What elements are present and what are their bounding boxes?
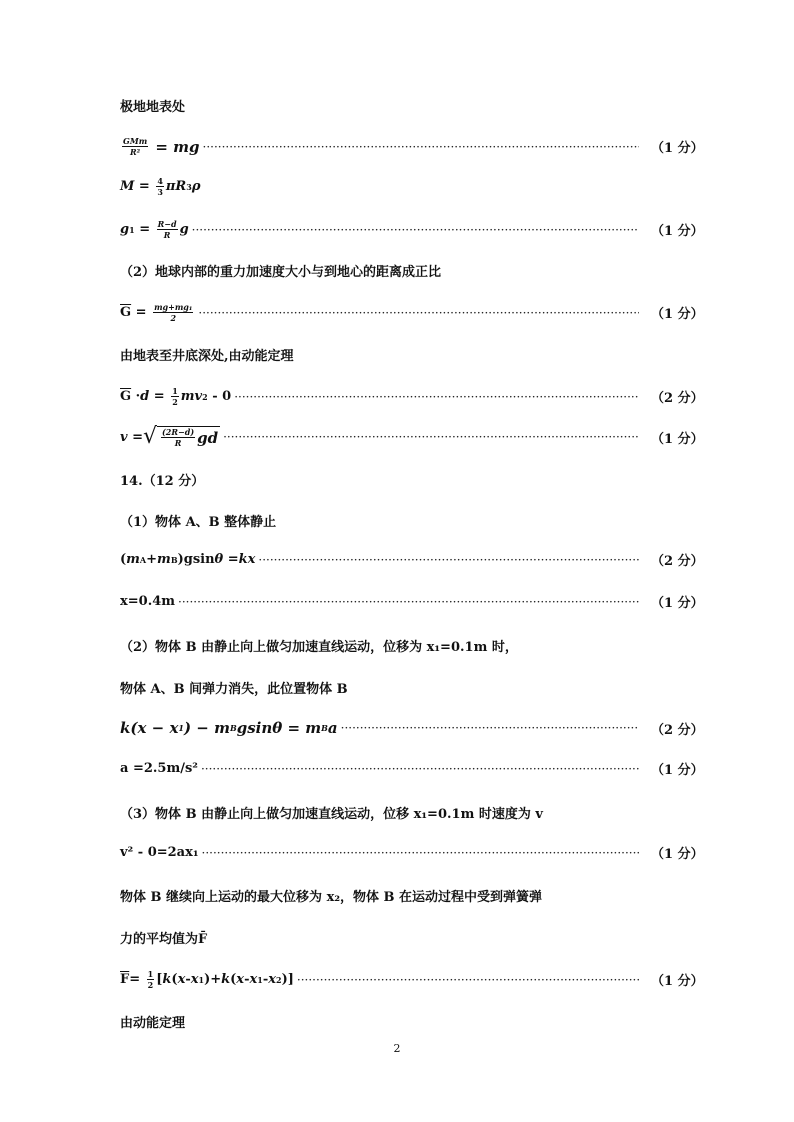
score-label: （1 分） xyxy=(651,141,704,156)
leader-dots xyxy=(341,721,639,735)
question-14-header: 14.（12 分） xyxy=(120,474,205,489)
eq-average-force: $\overline{F}$ = $\frac{1}{2}$ [ k ( x - x 1 )+ k ( x - x 1 - x 2 )] ····· （1 分） xyxy=(120,969,639,990)
eq-g1: g 1 = $\frac{R-d}{R}$ g ····· （1 分） xyxy=(120,219,639,240)
score-label: （2 分） xyxy=(651,722,704,738)
score-label: （1 分） xyxy=(651,847,704,862)
text-part-1-statement: （1）物体 A、B 整体静止 xyxy=(120,515,277,530)
eq-acceleration xyxy=(120,761,704,778)
score-label: （1 分） xyxy=(651,224,704,239)
text-max-displacement: 物体 B 继续向上运动的最大位移为 x₂，物体 B 在运动过程中受到弹簧弹 xyxy=(120,890,543,905)
leader-dots xyxy=(297,973,639,987)
score-label: （2 分） xyxy=(651,391,704,406)
text-kinetic-energy-theorem-2: 由动能定理 xyxy=(120,1016,186,1031)
text-part-2-statement: （2）地球内部的重力加速度大小与到地心的距离成正比 xyxy=(120,265,442,280)
leader-dots xyxy=(178,595,639,609)
leader-dots xyxy=(192,223,639,237)
eq-gravity-surface xyxy=(120,136,704,157)
leader-dots xyxy=(201,762,639,776)
score-label: （1 分） xyxy=(651,307,704,322)
eq-newton-second-law: k(x − x 1 ) − m B gsinθ = m B a ····· （2 分） xyxy=(120,719,639,737)
score-label: （1 分） xyxy=(651,596,704,611)
result-v-squared: v² - 0=2ax₁ xyxy=(120,845,199,860)
eq-x-value xyxy=(120,594,704,611)
text-kinetic-energy-theorem: 由地表至井底深处,由动能定理 xyxy=(120,349,294,364)
result-a: a =2.5m/s² xyxy=(120,761,198,776)
leader-dots xyxy=(234,390,639,404)
leader-dots xyxy=(258,553,639,567)
score-label: （2 分） xyxy=(651,554,704,569)
page-number: 2 xyxy=(393,1042,401,1055)
result-x: x=0.4m xyxy=(120,594,176,609)
eq-mass-density: M = $\frac{4}{3}$ πR 3 ρ xyxy=(120,176,201,197)
text-normal-force-vanishes: 物体 A、B 间弹力消失，此位置物体 B xyxy=(120,682,348,697)
score-label: （1 分） xyxy=(651,431,704,447)
eq-velocity: v = √ $\frac{(2R-d)}{R}$ gd ····· （1 分） xyxy=(120,426,639,448)
score-label: （1 分） xyxy=(651,974,704,989)
leader-dots xyxy=(203,140,639,154)
score-label: （1 分） xyxy=(651,763,704,778)
text-part-2b-statement: （2）物体 B 由静止向上做匀加速直线运动，位移为 x₁=0.1m 时， xyxy=(120,640,518,655)
eq-equilibrium: ( m A + m B ) g sin θ = kx ····· （2 分） xyxy=(120,552,639,567)
text-part-3-statement: （3）物体 B 由静止向上做匀加速直线运动，位移 x₁=0.1m 时速度为 v xyxy=(120,807,543,822)
leader-dots xyxy=(198,306,639,320)
text-polar-surface: 极地地表处 xyxy=(120,100,186,115)
leader-dots xyxy=(202,846,639,860)
formula-gmm-mg: $\frac{\text{GMm}}{\text{R²}}$ = mg xyxy=(123,136,200,157)
leader-dots xyxy=(223,430,639,444)
text-average-spring-force: 力的平均值为F̄ xyxy=(120,932,208,947)
eq-kinematics xyxy=(120,845,704,862)
eq-work-energy: $\overline{G}$ · d = $\frac{1}{2}$ mv 2 - 0 ····· （2 分） xyxy=(120,386,639,407)
eq-average-g: $\overline{G}$ = $\frac{\text{mg+mg₁}}{2}$ ····· （1 分） xyxy=(120,302,639,323)
